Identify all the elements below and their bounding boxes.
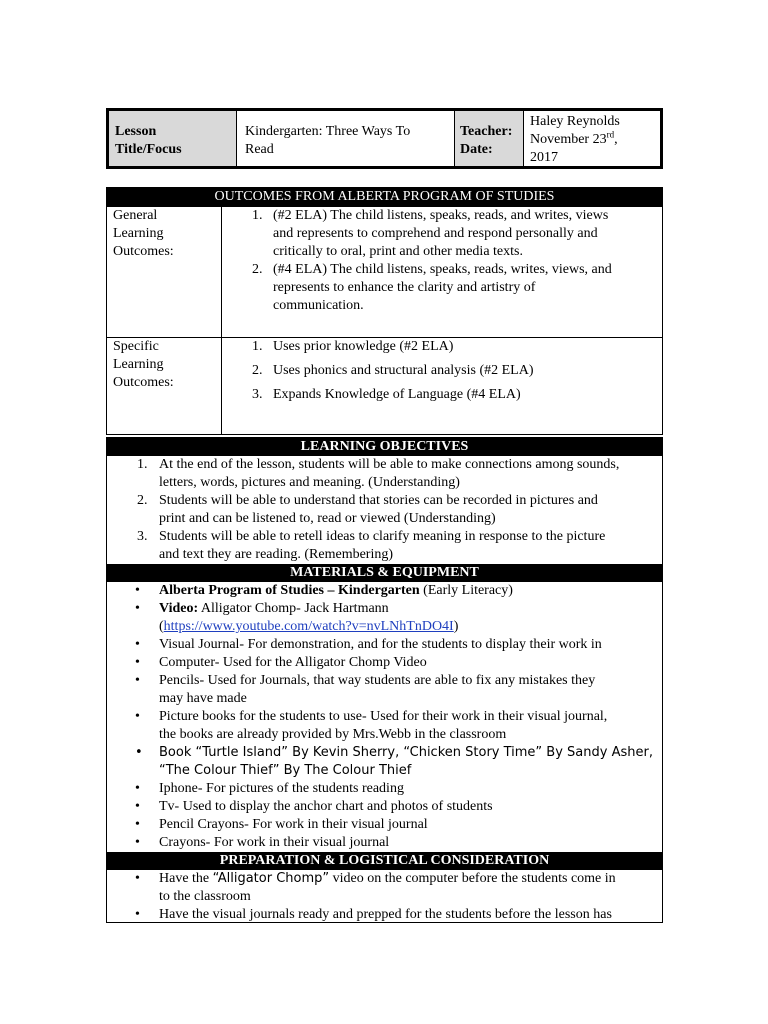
bullet-glyph: • (135, 871, 140, 886)
outcomes-heading: OUTCOMES FROM ALBERTA PROGRAM OF STUDIES (107, 188, 662, 206)
lesson-details-table (106, 437, 663, 923)
item-text: Have the visual journals ready and prepped for the students before the lesson has (159, 907, 612, 922)
preparation-list (107, 870, 662, 923)
item-number: 1. (252, 339, 263, 354)
item-line: Picture books for the students to use- Used for their work in their visual journal, (159, 709, 608, 724)
lesson-title-cell (237, 111, 455, 166)
bullet-glyph: • (135, 655, 140, 670)
item-text: Crayons- For work in their visual journal (159, 835, 390, 850)
item-text: video on the computer before the students come in (329, 871, 616, 886)
item-text: Have the (159, 871, 213, 886)
lesson-title-line1: Kindergarten: Three Ways To (245, 124, 411, 139)
item-number: 1. (137, 457, 148, 472)
list-item (107, 492, 662, 528)
lesson-label: Lesson (115, 124, 157, 139)
teacher-date-value-cell (524, 111, 660, 166)
bullet-glyph: • (135, 601, 140, 616)
item-text: Visual Journal- For demonstration, and for the students to display their work in (159, 637, 602, 652)
item-line: Book “Turtle Island” By Kevin Sherry, “Chicken Story Time” By Sandy Asher, (159, 745, 653, 760)
list-item (222, 386, 662, 404)
list-item (107, 906, 662, 923)
teacher-label: Teacher: (460, 124, 513, 139)
item-line: the books are already provided by Mrs.Webb in the classroom (159, 727, 507, 742)
item-text: Iphone- For pictures of the students reading (159, 781, 404, 796)
list-item (107, 654, 662, 672)
specific-label-line: Learning (113, 357, 164, 372)
list-item (107, 582, 662, 600)
date-ordinal-suffix: rd (606, 129, 615, 140)
item-text: Tv- Used to display the anchor chart and photos of students (159, 799, 493, 814)
item-line: (#4 ELA) The child listens, speaks, reads, writes, views, and (273, 262, 612, 277)
list-item (107, 870, 662, 906)
lesson-header-table (106, 108, 663, 169)
bullet-glyph: • (135, 799, 140, 814)
list-item (222, 362, 662, 380)
teacher-date-label-cell (455, 111, 524, 166)
video-link[interactable]: https://www.youtube.com/watch?v=nvLNhTnDO4I (163, 619, 454, 634)
general-outcomes-list-cell (222, 207, 662, 337)
date-label: Date: (460, 142, 493, 157)
general-label-line: General (113, 208, 158, 223)
learning-objectives-list (107, 456, 662, 564)
item-line: Pencils- Used for Journals, that way students are able to fix any mistakes they (159, 673, 596, 688)
item-number: 1. (252, 208, 263, 223)
paren-close: ) (453, 619, 459, 634)
paren-open: ( (159, 619, 164, 634)
general-label-line: Outcomes: (113, 244, 174, 259)
list-item (107, 816, 662, 834)
list-item (107, 744, 662, 780)
video-label: Video: (159, 601, 199, 616)
list-item (107, 834, 662, 852)
lesson-year: 2017 (530, 150, 558, 165)
item-text: Uses phonics and structural analysis (#2 ELA) (273, 363, 534, 378)
list-item (222, 261, 662, 315)
bullet-glyph: • (135, 817, 140, 832)
item-text: Expands Knowledge of Language (#4 ELA) (273, 387, 521, 402)
bullet-glyph: • (135, 673, 140, 688)
date-comma: , (614, 132, 618, 147)
bullet-glyph: • (135, 781, 140, 796)
teacher-name: Haley Reynolds (530, 114, 620, 129)
bullet-glyph: • (135, 709, 140, 724)
item-text: Uses prior knowledge (#2 ELA) (273, 339, 454, 354)
item-line: Students will be able to understand that stories can be recorded in pictures and (159, 493, 598, 508)
general-outcomes-label (107, 207, 222, 337)
program-of-studies-title: Alberta Program of Studies – Kindergarten (159, 583, 420, 598)
specific-outcomes-list (222, 338, 662, 404)
list-item (222, 207, 662, 261)
materials-heading: MATERIALS & EQUIPMENT (107, 564, 662, 582)
item-line: and text they are reading. (Remembering) (159, 547, 394, 562)
list-item (222, 338, 662, 356)
lesson-title-label-cell (109, 111, 237, 166)
item-line: and represents to comprehend and respond personally and (273, 226, 598, 241)
specific-outcomes-label (107, 338, 222, 434)
item-line: At the end of the lesson, students will be able to make connections among sounds, (159, 457, 620, 472)
list-item (107, 708, 662, 744)
program-of-studies-note: (Early Literacy) (419, 583, 513, 598)
item-text: Computer- Used for the Alligator Chomp Video (159, 655, 427, 670)
item-line: “The Colour Thief” By The Colour Thief (159, 763, 412, 778)
item-line: to the classroom (159, 889, 251, 904)
item-line: letters, words, pictures and meaning. (Understanding) (159, 475, 460, 490)
bullet-glyph: • (135, 583, 140, 598)
item-number: 2. (252, 363, 263, 378)
item-number: 3. (137, 529, 148, 544)
item-line: print and can be listened to, read or viewed (Understanding) (159, 511, 496, 526)
item-line: Students will be able to retell ideas to clarify meaning in response to the picture (159, 529, 606, 544)
item-line: represents to enhance the clarity and artistry of (273, 280, 536, 295)
learning-objectives-heading: LEARNING OBJECTIVES (107, 438, 662, 456)
date-month-day: November 23 (530, 132, 607, 147)
specific-outcomes-row (107, 337, 662, 434)
specific-label-line: Outcomes: (113, 375, 174, 390)
bullet-glyph: • (135, 907, 140, 922)
item-line: communication. (273, 298, 364, 313)
list-item (107, 456, 662, 492)
title-focus-label: Title/Focus (115, 142, 182, 157)
outcomes-table (106, 187, 663, 435)
list-item (107, 672, 662, 708)
general-outcomes-row (107, 206, 662, 337)
list-item (107, 600, 662, 636)
item-number: 2. (252, 262, 263, 277)
list-item (107, 528, 662, 564)
lesson-title-line2: Read (245, 142, 274, 157)
item-line: (#2 ELA) The child listens, speaks, reads, and writes, views (273, 208, 609, 223)
bullet-glyph: • (135, 745, 143, 760)
specific-outcomes-list-cell (222, 338, 662, 434)
list-item (107, 798, 662, 816)
bullet-glyph: • (135, 835, 140, 850)
specific-label-line: Specific (113, 339, 159, 354)
preparation-heading: PREPARATION & LOGISTICAL CONSIDERATION (107, 852, 662, 870)
item-number: 2. (137, 493, 148, 508)
materials-list (107, 582, 662, 852)
lesson-date (530, 131, 654, 149)
list-item (107, 636, 662, 654)
item-number: 3. (252, 387, 263, 402)
item-text: Pencil Crayons- For work in their visual journal (159, 817, 428, 832)
item-line: may have made (159, 691, 247, 706)
general-label-line: Learning (113, 226, 164, 241)
list-item (107, 780, 662, 798)
video-name: “Alligator Chomp” (212, 871, 330, 886)
video-title: Alligator Chomp- Jack Hartmann (198, 601, 389, 616)
item-line: critically to oral, print and other media texts. (273, 244, 523, 259)
general-outcomes-list (222, 207, 662, 315)
bullet-glyph: • (135, 637, 140, 652)
